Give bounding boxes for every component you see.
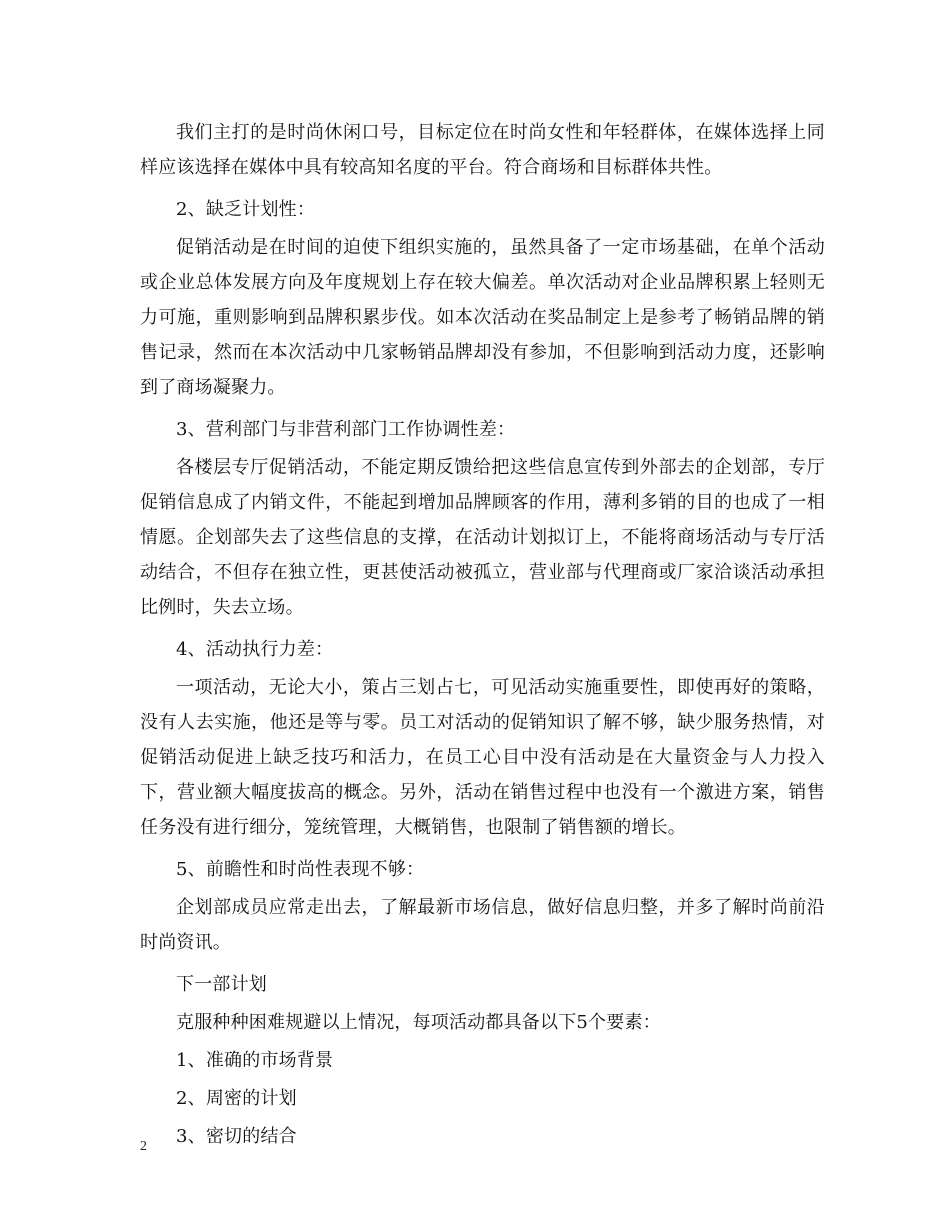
heading-foresight-fashion: 5、前瞻性和时尚性表现不够： (176, 859, 425, 880)
heading-next-plan: 下一部计划 (176, 974, 267, 995)
paragraph-planning-issues: 促销活动是在时间的迫使下组织实施的，虽然具备了一定市场基础，在单个活动或企业总体发展方向及年度规划上存在较大偏差。单次活动对企业品牌积累上轻则无力可施，重则影响到品牌积累步伐。如本次活动在奖品制定上是参考了畅销品牌的销售记录，然而在本次活动中几家畅销品牌却没有参加，不但影响到活动力度，还影响到了商场凝聚力。 (140, 237, 825, 398)
page-number: 2 (140, 1139, 147, 1154)
heading-execution: 4、活动执行力差： (176, 639, 334, 660)
document-body (140, 115, 825, 1157)
paragraph-media-positioning: 我们主打的是时尚休闲口号，目标定位在时尚女性和年轻群体，在媒体选择上同样应该选择在媒体中具有较高知名度的平台。符合商场和目标群体共性。 (140, 122, 825, 178)
list-item-careful-plan: 2、周密的计划 (176, 1088, 297, 1109)
paragraph-five-elements: 克服种种困难规避以上情况，每项活动都具备以下5个要素： (176, 1012, 661, 1033)
paragraph-execution-issues: 一项活动，无论大小，策占三划占七，可见活动实施重要性，即使再好的策略，没有人去实施，他还是等与零。员工对活动的促销知识了解不够，缺少服务热情，对促销活动促进上缺乏技巧和活力，在员工心目中没有活动是在大量资金与人力投入下，营业额大幅度拔高的概念。另外，活动在销售过程中也没有一个激进方案，销售任务没有进行细分，笼统管理，大概销售，也限制了销售额的增长。 (140, 677, 825, 838)
paragraph-foresight-fashion: 企划部成员应常走出去，了解最新市场信息，做好信息归整，并多了解时尚前沿时尚资讯。 (140, 897, 825, 953)
heading-department-coordination: 3、营利部门与非营利部门工作协调性差： (176, 419, 516, 440)
list-item-market-background: 1、准确的市场背景 (176, 1050, 334, 1071)
paragraph-coordination-issues: 各楼层专厅促销活动，不能定期反馈给把这些信息宣传到外部去的企划部，专厅促销信息成了内销文件，不能起到增加品牌顾客的作用，薄利多销的目的也成了一相情愿。企划部失去了这些信息的支撑，在活动计划拟订上，不能将商场活动与专厅活动结合，不但存在独立性，更甚使活动被孤立，营业部与代理商或厂家洽谈活动承担比例时，失去立场。 (140, 457, 825, 618)
list-item-close-integration: 3、密切的结合 (176, 1126, 297, 1147)
heading-lack-of-planning: 2、缺乏计划性： (176, 199, 316, 220)
